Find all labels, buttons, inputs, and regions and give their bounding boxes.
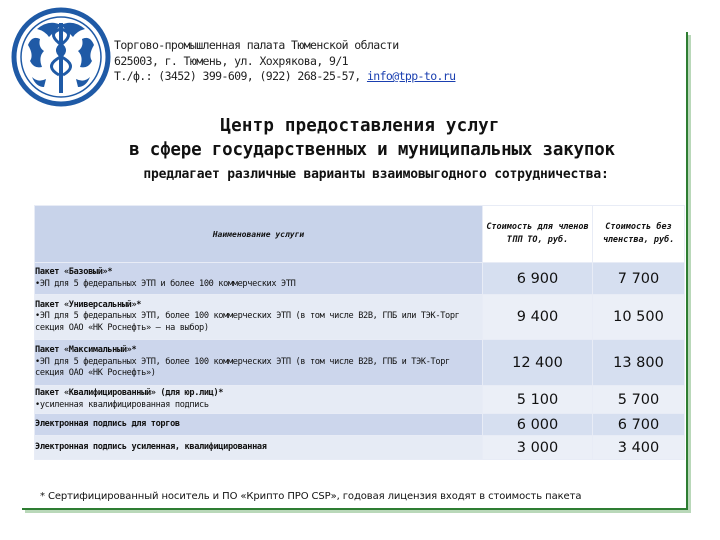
service-desc: •ЭП для 5 федеральных ЭТП, более 100 коммерческих ЭТП (в том числе B2B, ГПБ или ТЭК-Торг секция ОАО «НК Роснефть» – на выбор) bbox=[35, 311, 460, 333]
table-row bbox=[35, 263, 685, 295]
tpp-logo-icon bbox=[8, 5, 114, 109]
footnote: * Сертифицированный носитель и ПО «Крипто ПРО CSP», годовая лицензия входят в стоимость пакета bbox=[40, 491, 582, 502]
service-name bbox=[35, 295, 483, 340]
price-nonmembers: 3 400 bbox=[593, 436, 685, 460]
org-contacts bbox=[114, 69, 455, 85]
service-title: Пакет «Универсальный»* bbox=[35, 299, 142, 310]
price-nonmembers: 5 700 bbox=[593, 386, 685, 414]
subtitle: предлагает различные варианты взаимовыгодного сотрудничества: bbox=[143, 167, 609, 182]
org-name: Торгово-промышленная палата Тюменской области bbox=[114, 38, 399, 52]
price-members: 5 100 bbox=[483, 386, 593, 414]
service-title: Пакет «Базовый»* bbox=[35, 267, 113, 277]
service-name bbox=[35, 436, 483, 460]
price-nonmembers: 6 700 bbox=[593, 414, 685, 436]
price-nonmembers: 10 500 bbox=[593, 295, 685, 340]
service-title: Пакет «Квалифицированный» (для юр.лиц)* bbox=[35, 388, 224, 398]
service-desc: •усиленная квалифицированная подпись bbox=[35, 399, 209, 410]
table-row bbox=[35, 295, 685, 340]
title-line-2: в сфере государственных и муниципальных закупок bbox=[129, 140, 615, 160]
service-name bbox=[35, 414, 483, 436]
service-name bbox=[35, 340, 483, 386]
price-members: 12 400 bbox=[483, 340, 593, 386]
organization-info bbox=[114, 38, 455, 85]
service-title: Электронная подпись для торгов bbox=[35, 418, 180, 429]
service-title: Пакет «Максимальный»* bbox=[35, 345, 137, 356]
table-header-row bbox=[35, 206, 685, 263]
service-name bbox=[35, 386, 483, 414]
service-title: Электронная подпись усиленная, квалифицированная bbox=[35, 441, 267, 452]
service-desc: •ЭП для 5 федеральных ЭТП и более 100 коммерческих ЭТП bbox=[35, 278, 296, 289]
price-members: 9 400 bbox=[483, 295, 593, 340]
price-nonmembers: 13 800 bbox=[593, 340, 685, 386]
price-members: 3 000 bbox=[483, 436, 593, 460]
table-row bbox=[35, 436, 685, 460]
org-phones: Т./ф.: (3452) 399-609, (922) 268-25-57, bbox=[114, 69, 367, 83]
org-address: 625003, г. Тюмень, ул. Хохрякова, 9/1 bbox=[114, 53, 348, 68]
service-name bbox=[35, 263, 483, 295]
column-header-name: Наименование услуги bbox=[35, 206, 483, 263]
price-members: 6 900 bbox=[483, 263, 593, 295]
column-header-price-nonmembers: Стоимость без членства, руб. bbox=[593, 206, 685, 263]
table-row bbox=[35, 386, 685, 414]
org-email-link[interactable]: info@tpp-to.ru bbox=[366, 69, 456, 83]
title-line-1: Центр предоставления услуг bbox=[220, 116, 500, 136]
table-row bbox=[35, 414, 685, 436]
services-table bbox=[34, 205, 685, 460]
price-members: 6 000 bbox=[483, 414, 593, 436]
price-nonmembers: 7 700 bbox=[593, 263, 685, 295]
table-row bbox=[35, 340, 685, 386]
column-header-price-members: Стоимость для членов ТПП ТО, руб. bbox=[483, 206, 593, 263]
service-desc: •ЭП для 5 федеральных ЭТП, более 100 коммерческих ЭТП (в том числе B2B, ГПБ и ТЭК-Торг секция ОАО «НК Роснефть») bbox=[35, 356, 450, 379]
